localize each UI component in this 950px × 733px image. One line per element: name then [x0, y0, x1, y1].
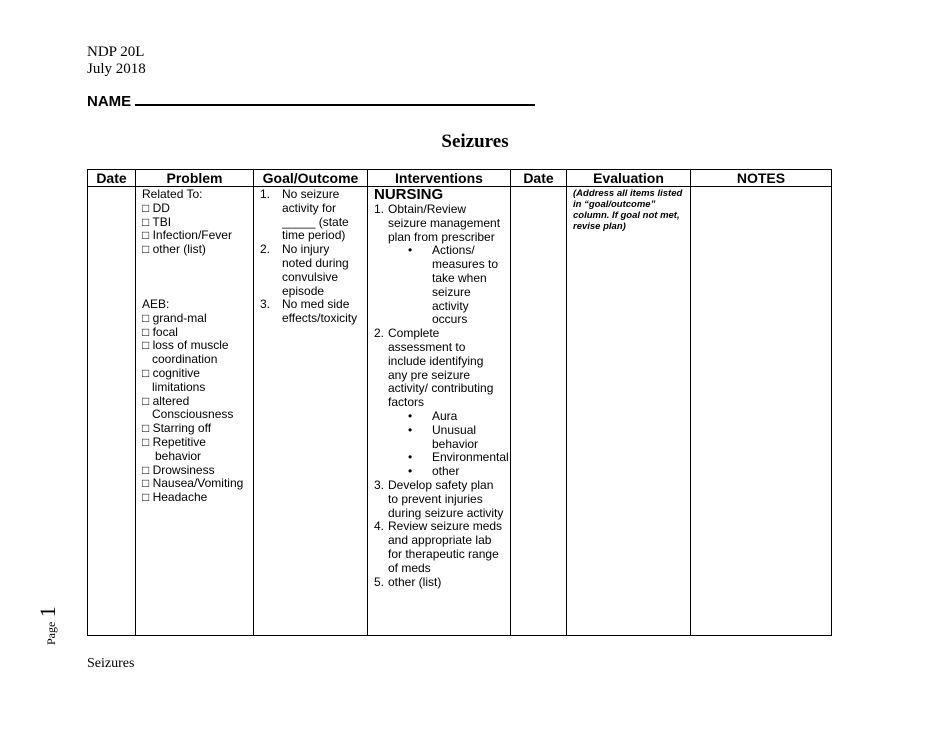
step-line: during seizure activity	[388, 505, 504, 520]
date-cell[interactable]	[88, 187, 136, 636]
step-line: plan from prescriber	[388, 229, 495, 244]
goal-line: episode	[282, 283, 325, 298]
checkbox-item-continued: limitations	[152, 379, 206, 394]
bullet-line: take when	[432, 270, 487, 285]
goal-item	[260, 298, 363, 326]
bullet-line: occurs	[432, 312, 468, 327]
goal-line: No med side	[282, 297, 350, 312]
intervention-step	[374, 520, 506, 575]
step-line: factors	[388, 395, 425, 410]
goal-text	[282, 298, 363, 326]
date-cell-2[interactable]	[511, 187, 567, 636]
col-header-interventions: Interventions	[368, 170, 511, 187]
checkbox-item: □ cognitive	[142, 365, 200, 380]
page-number: 1	[35, 606, 60, 618]
bullet-text	[432, 465, 509, 479]
checkbox-item: □ Starring off	[142, 421, 212, 436]
bullet-icon: •	[408, 408, 413, 423]
goal-text	[282, 243, 363, 298]
step-number: 4.	[374, 519, 385, 534]
intervention-steps	[374, 202, 509, 589]
bullet-line: measures to	[432, 257, 499, 272]
bullet-text	[432, 424, 509, 452]
bullet-line: Environmental	[432, 450, 509, 465]
table-row	[88, 187, 832, 636]
care-plan-table	[87, 169, 832, 636]
goal-line: effects/toxicity	[282, 311, 358, 326]
col-header-problem: Problem	[136, 170, 254, 187]
page-title: Seizures	[441, 131, 509, 152]
step-line: assessment to	[388, 339, 466, 354]
bullet-icon: •	[408, 464, 413, 479]
evaluation-line: revise plan)	[573, 221, 626, 232]
step-line: of meds	[388, 560, 431, 575]
table-header-row	[88, 170, 832, 187]
goal-line: No seizure	[282, 187, 340, 201]
bullet-item	[388, 465, 509, 479]
course-code: NDP 20L	[87, 44, 145, 60]
intervention-step	[374, 326, 509, 479]
page-word: Page	[44, 621, 58, 645]
step-line: seizure management	[388, 215, 501, 230]
aeb-list	[142, 312, 253, 505]
checkbox-item: □ Repetitive	[142, 434, 206, 449]
bullet-line: Unusual	[432, 422, 477, 437]
col-header-goal-outcome: Goal/Outcome	[254, 170, 368, 187]
checkbox-item: □ DD	[142, 200, 170, 215]
bullet-line: Actions/	[432, 243, 475, 258]
goal-line: No injury	[282, 242, 330, 257]
intervention-step	[374, 203, 506, 327]
notes-cell[interactable]	[691, 187, 832, 636]
col-header-date: Date	[88, 170, 136, 187]
bullet-text	[432, 451, 509, 465]
checkbox-item-continued: coordination	[152, 352, 218, 367]
checkbox-item: □ Infection/Fever	[142, 228, 232, 243]
goal-number: 1.	[260, 187, 271, 201]
evaluation-line: in “goal/outcome”	[573, 199, 656, 210]
document-header	[87, 44, 146, 78]
goal-outcome-cell	[254, 187, 368, 636]
checkbox-item-continued: Consciousness	[152, 407, 234, 422]
goal-item	[260, 188, 363, 243]
col-header-notes: NOTES	[691, 170, 832, 187]
step-line: Develop safety plan	[388, 477, 494, 492]
goal-line: _____ (state	[282, 214, 349, 229]
evaluation-cell	[567, 187, 691, 636]
goal-number: 2.	[260, 242, 271, 257]
checkbox-item: □ grand-mal	[142, 310, 207, 325]
col-header-date-2: Date	[511, 170, 567, 187]
bullet-icon: •	[408, 422, 413, 437]
step-bullets	[388, 410, 509, 479]
problem-cell	[136, 187, 254, 636]
bullet-item	[388, 244, 506, 327]
page-number-label	[35, 600, 65, 645]
name-blank-line[interactable]	[135, 92, 535, 106]
step-line: to prevent injuries	[388, 491, 483, 506]
evaluation-line: (Address all items listed	[573, 188, 683, 199]
checkbox-item: □ Drowsiness	[142, 462, 215, 477]
checkbox-item: □ loss of muscle	[142, 338, 229, 353]
step-text	[388, 203, 506, 327]
checkbox-item: □ other (list)	[142, 242, 206, 257]
goal-number: 3.	[260, 297, 271, 312]
col-header-evaluation: Evaluation	[567, 170, 691, 187]
step-line: any pre seizure	[388, 367, 471, 382]
step-line: Review seizure meds	[388, 519, 503, 534]
bullet-item	[388, 410, 509, 424]
step-number: 1.	[374, 202, 385, 216]
goal-line: activity for	[282, 200, 337, 215]
bullet-icon: •	[408, 450, 413, 465]
step-line: other (list)	[388, 574, 442, 589]
bullet-item	[388, 451, 509, 465]
step-text	[388, 520, 506, 575]
step-number: 3.	[374, 477, 385, 492]
related-to-list	[142, 202, 253, 257]
step-bullets	[388, 244, 506, 327]
intervention-step	[374, 576, 506, 590]
intervention-step	[374, 479, 506, 520]
aeb-label: AEB:	[142, 296, 170, 311]
checkbox-item: □ Nausea/Vomiting	[142, 476, 244, 491]
step-text	[388, 327, 509, 479]
related-to-label: Related To:	[142, 187, 203, 201]
checkbox-item: □ focal	[142, 324, 178, 339]
page-footer: Seizures	[87, 656, 135, 671]
bullet-line: Aura	[432, 408, 458, 423]
step-line: include identifying	[388, 353, 484, 368]
bullet-text	[432, 244, 506, 327]
nursing-heading: NURSING	[374, 186, 444, 203]
bullet-line: other	[432, 464, 460, 479]
step-number: 2.	[374, 326, 385, 341]
step-line: activity/ contributing	[388, 381, 494, 396]
name-label: NAME	[87, 93, 132, 110]
evaluation-note	[573, 188, 686, 232]
name-field	[87, 92, 535, 110]
bullet-line: seizure activity	[432, 284, 471, 313]
checkbox-item: □ Headache	[142, 490, 208, 505]
goal-list	[260, 188, 363, 326]
checkbox-item-continued: behavior	[155, 448, 202, 463]
step-text	[388, 576, 506, 590]
bullet-text	[432, 410, 509, 424]
goal-line: convulsive	[282, 269, 339, 284]
checkbox-item: □ altered	[142, 393, 190, 408]
step-line: Obtain/Review	[388, 202, 467, 216]
step-number: 5.	[374, 574, 385, 589]
goal-item	[260, 243, 363, 298]
step-line: for therapeutic range	[388, 546, 499, 561]
bullet-line: behavior	[432, 436, 479, 451]
step-line: Complete	[388, 326, 440, 341]
document-date: July 2018	[87, 61, 146, 77]
goal-line: time period)	[282, 228, 346, 243]
step-line: and appropriate lab	[388, 533, 492, 548]
bullet-icon: •	[408, 243, 413, 258]
goal-text	[282, 188, 363, 243]
checkbox-item: □ TBI	[142, 214, 172, 229]
goal-line: noted during	[282, 255, 349, 270]
bullet-item	[388, 424, 509, 452]
interventions-cell	[368, 187, 511, 636]
evaluation-line: column. If goal not met,	[573, 210, 680, 221]
step-text	[388, 479, 506, 520]
